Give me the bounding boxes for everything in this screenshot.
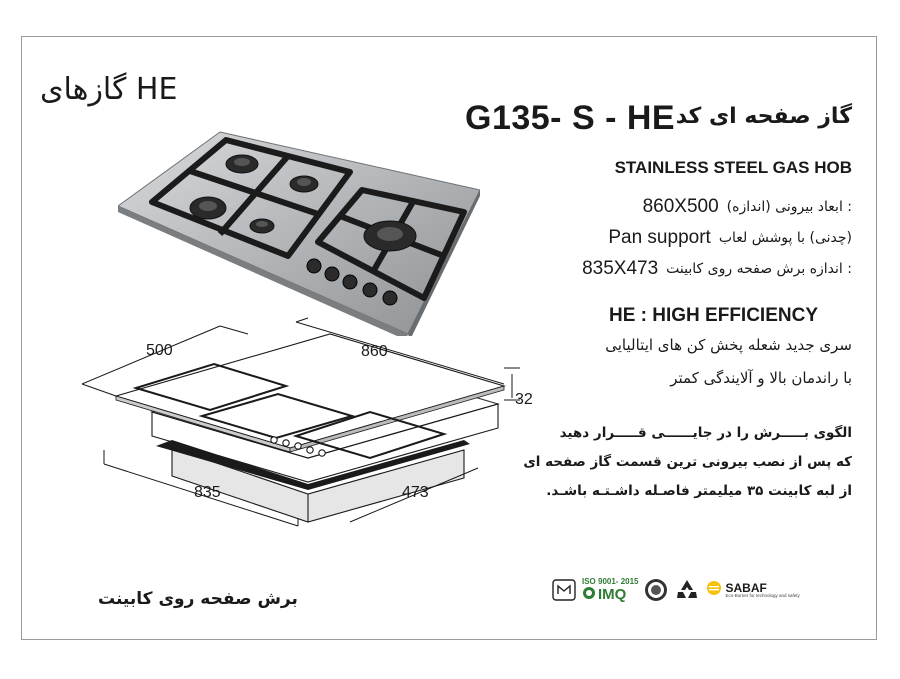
cut-depth-dimension-label: 473 — [402, 484, 429, 501]
sabaf-label: SABAF — [725, 580, 767, 595]
sabaf-badge — [706, 580, 799, 600]
enet-seal-icon — [644, 578, 668, 602]
cut-width-dimension-label: 835 — [194, 484, 221, 501]
spec-label: : اندازه برش صفحه روی کابینت — [666, 261, 852, 277]
depth-dimension-label: 500 — [146, 342, 173, 359]
spec-label: (چدنی) با پوشش لعاب — [718, 230, 852, 246]
installation-note-3: از لبه کابینت ۳۵ میلیمتر فاصـله داشـتـه باشـد. — [546, 483, 852, 499]
iso-label: ISO 9001- 2015 — [582, 576, 639, 586]
product-subtitle: STAINLESS STEEL GAS HOB — [614, 158, 852, 177]
spec-value: Pan support — [608, 227, 711, 248]
sabaf-logo-icon — [706, 580, 722, 600]
width-dimension-label: 860 — [361, 343, 388, 360]
spec-value: 835X473 — [582, 258, 659, 279]
spec-value: 860X500 — [642, 196, 719, 217]
spec-label: : ابعاد بیرونی (اندازه) — [726, 199, 852, 215]
spec-row-pan-support — [608, 227, 852, 249]
sabaf-tagline: Eco-Burner for technology and safety — [725, 592, 800, 598]
cut-caption: برش صفحه روی کابینت — [98, 589, 298, 609]
model-label: گاز صفحه ای کد — [675, 104, 852, 129]
series-title: گازهای HE — [40, 72, 178, 107]
spec-row-dimensions — [643, 196, 852, 218]
installation-note-1: الگوی بـــــرش را در جایــــــی قـــــرار دهید — [559, 425, 852, 441]
iran-standard-mark-icon — [552, 579, 576, 601]
iso-imq-badge — [582, 578, 638, 603]
efficiency-line-2: با راندمان بالا و آلایندگی کمتر — [670, 369, 852, 387]
imq-logo-icon — [582, 586, 596, 603]
spec-row-cutout — [582, 258, 852, 280]
certification-logos — [552, 574, 800, 606]
model-code: G135- S - HE — [465, 99, 676, 137]
efficiency-title: HE : HIGH EFFICIENCY — [608, 305, 818, 326]
height-dimension-label: 32 — [515, 391, 533, 408]
cutout-dimension-drawing — [60, 300, 530, 540]
recycle-icon — [674, 578, 700, 602]
efficiency-line-1: سری جدید شعله پخش کن های ایتالیایی — [605, 336, 852, 354]
installation-note-2: که پس از نصب بیرونی ترین قسمت گاز صفحه ای — [523, 454, 852, 470]
imq-label: IMQ — [598, 585, 627, 603]
